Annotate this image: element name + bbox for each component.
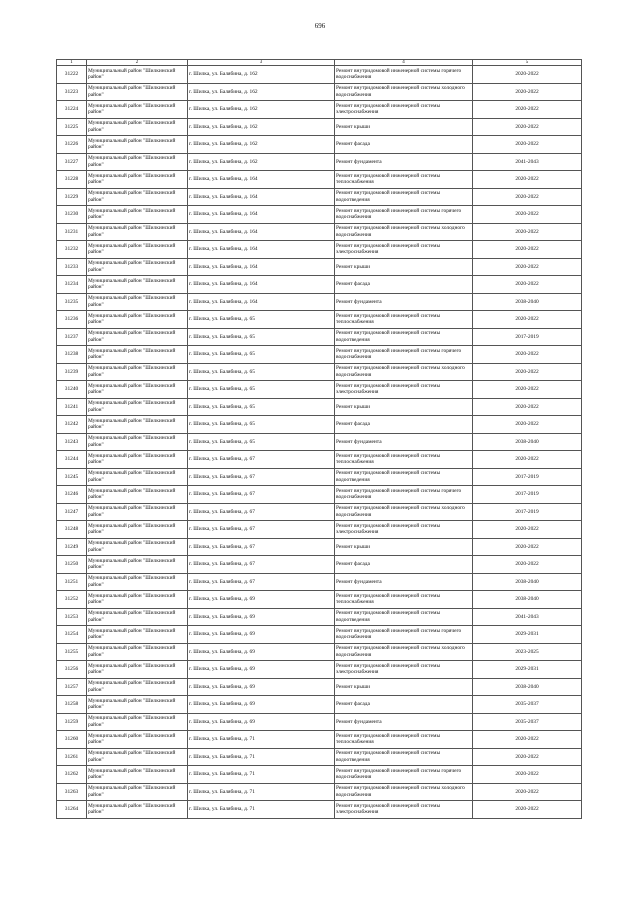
address-cell: г. Шилка, ул. Балябина, д. 162 (188, 66, 335, 84)
work-type-cell: Ремонт внутридомовой инженерной системы холодного водоснабжения (335, 363, 473, 381)
table-row (57, 766, 582, 784)
period-cell: 2020-2022 (473, 101, 582, 119)
table-row (57, 241, 582, 259)
district-cell: Муниципальный район "Шилкинский район" (87, 573, 188, 591)
row-number: 31237 (57, 328, 87, 346)
period-cell: 2020-2022 (473, 276, 582, 294)
district-cell: Муниципальный район "Шилкинский район" (87, 416, 188, 434)
district-cell: Муниципальный район "Шилкинский район" (87, 766, 188, 784)
period-cell: 2038-2040 (473, 293, 582, 311)
period-cell: 2038-2040 (473, 591, 582, 609)
district-cell: Муниципальный район "Шилкинский район" (87, 328, 188, 346)
address-cell: г. Шилка, ул. Балябина, д. 67 (188, 486, 335, 504)
table-body (57, 60, 582, 819)
row-number: 31255 (57, 643, 87, 661)
district-cell: Муниципальный район "Шилкинский район" (87, 801, 188, 819)
table-row (57, 678, 582, 696)
district-cell: Муниципальный район "Шилкинский район" (87, 556, 188, 574)
period-cell: 2020-2022 (473, 451, 582, 469)
row-number: 31252 (57, 591, 87, 609)
period-cell: 2020-2022 (473, 241, 582, 259)
table-row (57, 521, 582, 539)
row-number: 31264 (57, 801, 87, 819)
district-cell: Муниципальный район "Шилкинский район" (87, 276, 188, 294)
table-row (57, 83, 582, 101)
period-cell: 2020-2022 (473, 346, 582, 364)
work-type-cell: Ремонт внутридомовой инженерной системы электроснабжения (335, 801, 473, 819)
work-type-cell: Ремонт фундамента (335, 293, 473, 311)
address-cell: г. Шилка, ул. Балябина, д. 162 (188, 101, 335, 119)
period-cell: 2020-2022 (473, 766, 582, 784)
address-cell: г. Шилка, ул. Балябина, д. 162 (188, 118, 335, 136)
work-type-cell: Ремонт внутридомовой инженерной системы теплоснабжения (335, 591, 473, 609)
row-number: 31239 (57, 363, 87, 381)
district-cell: Муниципальный район "Шилкинский район" (87, 83, 188, 101)
address-cell: г. Шилка, ул. Балябина, д. 162 (188, 136, 335, 154)
address-cell: г. Шилка, ул. Балябина, д. 71 (188, 748, 335, 766)
row-number: 31233 (57, 258, 87, 276)
address-cell: г. Шилка, ул. Балябина, д. 65 (188, 328, 335, 346)
table-row (57, 783, 582, 801)
period-cell: 2020-2022 (473, 188, 582, 206)
address-cell: г. Шилка, ул. Балябина, д. 65 (188, 433, 335, 451)
register-table (56, 59, 582, 819)
district-cell: Муниципальный район "Шилкинский район" (87, 608, 188, 626)
period-cell: 2029-2031 (473, 661, 582, 679)
row-number: 31254 (57, 626, 87, 644)
row-number: 31260 (57, 731, 87, 749)
period-cell: 2038-2040 (473, 573, 582, 591)
district-cell: Муниципальный район "Шилкинский район" (87, 66, 188, 84)
work-type-cell: Ремонт внутридомовой инженерной системы горячего водоснабжения (335, 486, 473, 504)
district-cell: Муниципальный район "Шилкинский район" (87, 451, 188, 469)
table-row (57, 258, 582, 276)
table-row (57, 433, 582, 451)
period-cell: 2020-2022 (473, 311, 582, 329)
table-row (57, 608, 582, 626)
district-cell: Муниципальный район "Шилкинский район" (87, 661, 188, 679)
district-cell: Муниципальный район "Шилкинский район" (87, 643, 188, 661)
address-cell: г. Шилка, ул. Балябина, д. 164 (188, 241, 335, 259)
district-cell: Муниципальный район "Шилкинский район" (87, 626, 188, 644)
work-type-cell: Ремонт внутридомовой инженерной системы холодного водоснабжения (335, 83, 473, 101)
address-cell: г. Шилка, ул. Балябина, д. 65 (188, 346, 335, 364)
row-number: 31238 (57, 346, 87, 364)
work-type-cell: Ремонт внутридомовой инженерной системы теплоснабжения (335, 451, 473, 469)
district-cell: Муниципальный район "Шилкинский район" (87, 311, 188, 329)
work-type-cell: Ремонт фасада (335, 696, 473, 714)
district-cell: Муниципальный район "Шилкинский район" (87, 538, 188, 556)
row-number: 31250 (57, 556, 87, 574)
address-cell: г. Шилка, ул. Балябина, д. 69 (188, 626, 335, 644)
period-cell: 2020-2022 (473, 363, 582, 381)
address-cell: г. Шилка, ул. Балябина, д. 71 (188, 731, 335, 749)
address-cell: г. Шилка, ул. Балябина, д. 65 (188, 416, 335, 434)
period-cell: 2035-2037 (473, 713, 582, 731)
work-type-cell: Ремонт фасада (335, 136, 473, 154)
district-cell: Муниципальный район "Шилкинский район" (87, 678, 188, 696)
address-cell: г. Шилка, ул. Балябина, д. 65 (188, 398, 335, 416)
period-cell: 2020-2022 (473, 258, 582, 276)
row-number: 31248 (57, 521, 87, 539)
period-cell: 2020-2022 (473, 136, 582, 154)
period-cell: 2020-2022 (473, 556, 582, 574)
table-row (57, 206, 582, 224)
address-cell: г. Шилка, ул. Балябина, д. 69 (188, 591, 335, 609)
period-cell: 2020-2022 (473, 538, 582, 556)
period-cell: 2020-2022 (473, 783, 582, 801)
table-row (57, 643, 582, 661)
table-row (57, 801, 582, 819)
table-row (57, 503, 582, 521)
table-row (57, 556, 582, 574)
district-cell: Муниципальный район "Шилкинский район" (87, 118, 188, 136)
table-row (57, 538, 582, 556)
table-row (57, 363, 582, 381)
header-cell: 2 (87, 60, 188, 66)
work-type-cell: Ремонт внутридомовой инженерной системы теплоснабжения (335, 171, 473, 189)
district-cell: Муниципальный район "Шилкинский район" (87, 713, 188, 731)
district-cell: Муниципальный район "Шилкинский район" (87, 433, 188, 451)
district-cell: Муниципальный район "Шилкинский район" (87, 171, 188, 189)
row-number: 31247 (57, 503, 87, 521)
row-number: 31244 (57, 451, 87, 469)
row-number: 31230 (57, 206, 87, 224)
table-row (57, 696, 582, 714)
period-cell: 2020-2022 (473, 801, 582, 819)
address-cell: г. Шилка, ул. Балябина, д. 69 (188, 713, 335, 731)
address-cell: г. Шилка, ул. Балябина, д. 71 (188, 801, 335, 819)
row-number: 31222 (57, 66, 87, 84)
row-number: 31258 (57, 696, 87, 714)
period-cell: 2020-2022 (473, 416, 582, 434)
district-cell: Муниципальный район "Шилкинский район" (87, 258, 188, 276)
period-cell: 2020-2022 (473, 521, 582, 539)
table-row (57, 381, 582, 399)
address-cell: г. Шилка, ул. Балябина, д. 164 (188, 293, 335, 311)
district-cell: Муниципальный район "Шилкинский район" (87, 206, 188, 224)
table-row (57, 626, 582, 644)
row-number: 31242 (57, 416, 87, 434)
period-cell: 2017-2019 (473, 486, 582, 504)
table-row (57, 223, 582, 241)
period-cell: 2017-2019 (473, 468, 582, 486)
row-number: 31232 (57, 241, 87, 259)
row-number: 31251 (57, 573, 87, 591)
district-cell: Муниципальный район "Шилкинский район" (87, 696, 188, 714)
address-cell: г. Шилка, ул. Балябина, д. 67 (188, 521, 335, 539)
period-cell: 2038-2040 (473, 433, 582, 451)
work-type-cell: Ремонт крыши (335, 678, 473, 696)
table-row (57, 346, 582, 364)
district-cell: Муниципальный район "Шилкинский район" (87, 223, 188, 241)
address-cell: г. Шилка, ул. Балябина, д. 67 (188, 556, 335, 574)
period-cell: 2020-2022 (473, 66, 582, 84)
row-number: 31262 (57, 766, 87, 784)
work-type-cell: Ремонт фасада (335, 276, 473, 294)
header-cell: 3 (188, 60, 335, 66)
district-cell: Муниципальный район "Шилкинский район" (87, 783, 188, 801)
row-number: 31261 (57, 748, 87, 766)
row-number: 31249 (57, 538, 87, 556)
row-number: 31259 (57, 713, 87, 731)
district-cell: Муниципальный район "Шилкинский район" (87, 241, 188, 259)
address-cell: г. Шилка, ул. Балябина, д. 65 (188, 311, 335, 329)
period-cell: 2023-2025 (473, 643, 582, 661)
row-number: 31231 (57, 223, 87, 241)
period-cell: 2020-2022 (473, 118, 582, 136)
work-type-cell: Ремонт внутридомовой инженерной системы горячего водоснабжения (335, 626, 473, 644)
district-cell: Муниципальный район "Шилкинский район" (87, 293, 188, 311)
district-cell: Муниципальный район "Шилкинский район" (87, 503, 188, 521)
district-cell: Муниципальный район "Шилкинский район" (87, 398, 188, 416)
row-number: 31245 (57, 468, 87, 486)
table-row (57, 468, 582, 486)
row-number: 31263 (57, 783, 87, 801)
table-row (57, 748, 582, 766)
work-type-cell: Ремонт внутридомовой инженерной системы водоотведения (335, 188, 473, 206)
work-type-cell: Ремонт фундамента (335, 573, 473, 591)
header-cell: 5 (473, 60, 582, 66)
address-cell: г. Шилка, ул. Балябина, д. 164 (188, 276, 335, 294)
address-cell: г. Шилка, ул. Балябина, д. 164 (188, 188, 335, 206)
district-cell: Муниципальный район "Шилкинский район" (87, 748, 188, 766)
row-number: 31234 (57, 276, 87, 294)
row-number: 31226 (57, 136, 87, 154)
period-cell: 2020-2022 (473, 731, 582, 749)
district-cell: Муниципальный район "Шилкинский район" (87, 381, 188, 399)
address-cell: г. Шилка, ул. Балябина, д. 67 (188, 538, 335, 556)
work-type-cell: Ремонт внутридомовой инженерной системы водоотведения (335, 748, 473, 766)
table-row (57, 328, 582, 346)
work-type-cell: Ремонт внутридомовой инженерной системы горячего водоснабжения (335, 66, 473, 84)
address-cell: г. Шилка, ул. Балябина, д. 71 (188, 766, 335, 784)
work-type-cell: Ремонт крыши (335, 538, 473, 556)
address-cell: г. Шилка, ул. Балябина, д. 162 (188, 83, 335, 101)
table-row (57, 713, 582, 731)
row-number: 31227 (57, 153, 87, 171)
work-type-cell: Ремонт крыши (335, 258, 473, 276)
work-type-cell: Ремонт внутридомовой инженерной системы холодного водоснабжения (335, 223, 473, 241)
table-row (57, 731, 582, 749)
district-cell: Муниципальный район "Шилкинский район" (87, 591, 188, 609)
row-number: 31229 (57, 188, 87, 206)
table-row (57, 311, 582, 329)
district-cell: Муниципальный район "Шилкинский район" (87, 468, 188, 486)
period-cell: 2020-2022 (473, 83, 582, 101)
table-row (57, 661, 582, 679)
address-cell: г. Шилка, ул. Балябина, д. 69 (188, 643, 335, 661)
work-type-cell: Ремонт внутридомовой инженерной системы водоотведения (335, 468, 473, 486)
period-cell: 2038-2040 (473, 678, 582, 696)
address-cell: г. Шилка, ул. Балябина, д. 69 (188, 696, 335, 714)
address-cell: г. Шилка, ул. Балябина, д. 162 (188, 153, 335, 171)
period-cell: 2020-2022 (473, 398, 582, 416)
table-row (57, 188, 582, 206)
table-row (57, 416, 582, 434)
row-number: 31253 (57, 608, 87, 626)
row-number: 31228 (57, 171, 87, 189)
work-type-cell: Ремонт фасада (335, 416, 473, 434)
work-type-cell: Ремонт внутридомовой инженерной системы водоотведения (335, 328, 473, 346)
period-cell: 2020-2022 (473, 223, 582, 241)
district-cell: Муниципальный район "Шилкинский район" (87, 363, 188, 381)
row-number: 31246 (57, 486, 87, 504)
table-row (57, 136, 582, 154)
row-number: 31257 (57, 678, 87, 696)
period-cell: 2017-2019 (473, 328, 582, 346)
address-cell: г. Шилка, ул. Балябина, д. 69 (188, 608, 335, 626)
table-row (57, 486, 582, 504)
address-cell: г. Шилка, ул. Балябина, д. 65 (188, 363, 335, 381)
address-cell: г. Шилка, ул. Балябина, д. 164 (188, 171, 335, 189)
address-cell: г. Шилка, ул. Балябина, д. 164 (188, 223, 335, 241)
address-cell: г. Шилка, ул. Балябина, д. 71 (188, 783, 335, 801)
table-row (57, 451, 582, 469)
work-type-cell: Ремонт крыши (335, 398, 473, 416)
district-cell: Муниципальный район "Шилкинский район" (87, 136, 188, 154)
work-type-cell: Ремонт внутридомовой инженерной системы холодного водоснабжения (335, 503, 473, 521)
work-type-cell: Ремонт внутридомовой инженерной системы водоотведения (335, 608, 473, 626)
work-type-cell: Ремонт внутридомовой инженерной системы горячего водоснабжения (335, 766, 473, 784)
district-cell: Муниципальный район "Шилкинский район" (87, 101, 188, 119)
district-cell: Муниципальный район "Шилкинский район" (87, 188, 188, 206)
period-cell: 2020-2022 (473, 748, 582, 766)
period-cell: 2041-2043 (473, 608, 582, 626)
district-cell: Муниципальный район "Шилкинский район" (87, 731, 188, 749)
row-number: 31224 (57, 101, 87, 119)
header-cell: 4 (335, 60, 473, 66)
address-cell: г. Шилка, ул. Балябина, д. 69 (188, 678, 335, 696)
table-row (57, 171, 582, 189)
address-cell: г. Шилка, ул. Балябина, д. 164 (188, 258, 335, 276)
address-cell: г. Шилка, ул. Балябина, д. 164 (188, 206, 335, 224)
row-number: 31225 (57, 118, 87, 136)
district-cell: Муниципальный район "Шилкинский район" (87, 521, 188, 539)
address-cell: г. Шилка, ул. Балябина, д. 67 (188, 573, 335, 591)
work-type-cell: Ремонт фундамента (335, 713, 473, 731)
table-row (57, 293, 582, 311)
address-cell: г. Шилка, ул. Балябина, д. 67 (188, 451, 335, 469)
period-cell: 2035-2037 (473, 696, 582, 714)
work-type-cell: Ремонт фундамента (335, 153, 473, 171)
row-number: 31240 (57, 381, 87, 399)
address-cell: г. Шилка, ул. Балябина, д. 69 (188, 661, 335, 679)
header-cell: 1 (57, 60, 87, 66)
row-number: 31256 (57, 661, 87, 679)
address-cell: г. Шилка, ул. Балябина, д. 67 (188, 468, 335, 486)
row-number: 31223 (57, 83, 87, 101)
page-number: 696 (314, 22, 326, 30)
work-type-cell: Ремонт крыши (335, 118, 473, 136)
work-type-cell: Ремонт фундамента (335, 433, 473, 451)
table-row (57, 118, 582, 136)
table-row (57, 66, 582, 84)
period-cell: 2020-2022 (473, 171, 582, 189)
work-type-cell: Ремонт внутридомовой инженерной системы теплоснабжения (335, 731, 473, 749)
period-cell: 2017-2019 (473, 503, 582, 521)
work-type-cell: Ремонт внутридомовой инженерной системы электроснабжения (335, 241, 473, 259)
table-row (57, 276, 582, 294)
work-type-cell: Ремонт внутридомовой инженерной системы теплоснабжения (335, 311, 473, 329)
work-type-cell: Ремонт внутридомовой инженерной системы электроснабжения (335, 101, 473, 119)
work-type-cell: Ремонт внутридомовой инженерной системы электроснабжения (335, 661, 473, 679)
district-cell: Муниципальный район "Шилкинский район" (87, 153, 188, 171)
period-cell: 2020-2022 (473, 206, 582, 224)
address-cell: г. Шилка, ул. Балябина, д. 67 (188, 503, 335, 521)
table-row (57, 591, 582, 609)
period-cell: 2029-2031 (473, 626, 582, 644)
period-cell: 2041-2043 (473, 153, 582, 171)
work-type-cell: Ремонт внутридомовой инженерной системы холодного водоснабжения (335, 783, 473, 801)
work-type-cell: Ремонт внутридомовой инженерной системы горячего водоснабжения (335, 206, 473, 224)
table-row (57, 573, 582, 591)
address-cell: г. Шилка, ул. Балябина, д. 65 (188, 381, 335, 399)
row-number: 31236 (57, 311, 87, 329)
work-type-cell: Ремонт внутридомовой инженерной системы электроснабжения (335, 521, 473, 539)
district-cell: Муниципальный район "Шилкинский район" (87, 486, 188, 504)
work-type-cell: Ремонт внутридомовой инженерной системы горячего водоснабжения (335, 346, 473, 364)
work-type-cell: Ремонт внутридомовой инженерной системы электроснабжения (335, 381, 473, 399)
row-number: 31243 (57, 433, 87, 451)
row-number: 31241 (57, 398, 87, 416)
period-cell: 2020-2022 (473, 381, 582, 399)
row-number: 31235 (57, 293, 87, 311)
table-row (57, 398, 582, 416)
table-row (57, 101, 582, 119)
work-type-cell: Ремонт внутридомовой инженерной системы холодного водоснабжения (335, 643, 473, 661)
table-row (57, 153, 582, 171)
work-type-cell: Ремонт фасада (335, 556, 473, 574)
district-cell: Муниципальный район "Шилкинский район" (87, 346, 188, 364)
